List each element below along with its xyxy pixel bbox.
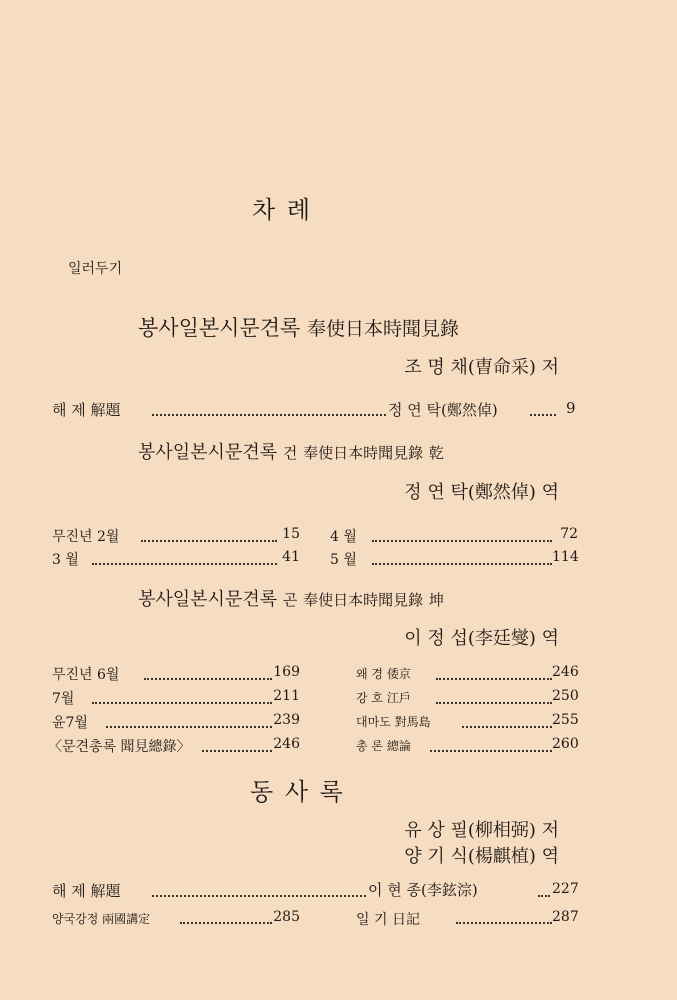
- toc-entry-label[interactable]: 일 기 日記: [356, 912, 420, 928]
- toc-entry-page: 250: [552, 688, 579, 704]
- leader-dots: [436, 702, 552, 704]
- toc-entry-label[interactable]: 5 월: [330, 552, 357, 568]
- leader-dots: [538, 895, 550, 897]
- section1-intro-page: 9: [566, 399, 576, 417]
- vol2-title-hanja: 奉使日本時聞見錄: [303, 591, 424, 609]
- toc-entry-page: 285: [273, 909, 300, 925]
- leader-dots: [141, 540, 277, 542]
- toc-entry-label[interactable]: 7월: [52, 691, 75, 707]
- section2-translator: 양 기 식(楊麒植) 역: [404, 846, 559, 867]
- section2-intro-author: 이 현 종(李鉉淙): [368, 881, 478, 899]
- toc-entry-page: 287: [552, 909, 579, 925]
- leader-dots: [152, 414, 386, 416]
- toc-entry-page: 41: [282, 549, 300, 565]
- section2-intro-page: 227: [552, 881, 579, 897]
- toc-entry-label[interactable]: 총 론 總論: [356, 739, 411, 753]
- toc-entry-page: 260: [552, 736, 579, 752]
- leader-dots: [202, 750, 272, 752]
- leader-dots: [456, 922, 552, 924]
- toc-entry-page: 169: [273, 664, 300, 680]
- section1-title-ko: 봉사일본시문견록: [138, 316, 301, 340]
- leader-dots: [92, 702, 272, 704]
- leader-dots: [92, 563, 277, 565]
- leader-dots: [372, 540, 552, 542]
- toc-entry-label[interactable]: 양국강정 兩國講定: [52, 912, 151, 926]
- toc-entry-page: 255: [552, 712, 579, 728]
- section1-title-hanja: 奉使日本時聞見錄: [306, 318, 459, 340]
- toc-entry-label[interactable]: 무진년 2월: [52, 529, 120, 545]
- toc-entry-label[interactable]: 대마도 對馬島: [356, 715, 431, 729]
- section1-intro-author: 정 연 탁(鄭然倬): [388, 401, 498, 419]
- section2-title[interactable]: 동 사 록: [250, 778, 345, 806]
- toc-entry-page: 246: [552, 664, 579, 680]
- vol2-title-ko: 봉사일본시문견록: [138, 589, 278, 610]
- section1-title[interactable]: [138, 312, 459, 342]
- page-title-text: 차 례: [252, 196, 312, 224]
- toc-entry-label[interactable]: 3 월: [52, 552, 79, 568]
- toc-entry-label[interactable]: 강 호 江戶: [356, 691, 411, 705]
- vol1-char: 乾: [428, 444, 444, 462]
- toc-entry-page: 114: [552, 549, 579, 565]
- section2-intro-label[interactable]: 해 제 解題: [52, 882, 121, 900]
- vol1-title[interactable]: [138, 438, 444, 464]
- toc-entry-page: 211: [273, 688, 300, 704]
- toc-entry-label[interactable]: 4 월: [330, 529, 357, 545]
- toc-entry-label[interactable]: 〈문견총록 聞見總錄〉: [48, 739, 191, 755]
- vol1-title-ko: 봉사일본시문견록: [138, 442, 278, 463]
- toc-entry-label[interactable]: 윤7월: [52, 715, 88, 731]
- vol1-title-hanja: 奉使日本時聞見錄: [303, 444, 424, 462]
- leader-dots: [530, 414, 556, 416]
- leader-dots: [462, 726, 552, 728]
- vol2-title[interactable]: [138, 585, 444, 611]
- section2-author: 유 상 필(柳相弼) 저: [404, 820, 559, 841]
- leader-dots: [180, 922, 272, 924]
- toc-entry-page: 246: [273, 736, 300, 752]
- vol2-char: 坤: [428, 591, 444, 609]
- toc-entry-page: 239: [273, 712, 300, 728]
- preface-link[interactable]: 일러두기: [68, 261, 123, 277]
- page-title: [252, 190, 312, 225]
- leader-dots: [372, 563, 552, 565]
- vol1-translator: 정 연 탁(鄭然倬) 역: [404, 482, 559, 503]
- toc-entry-label[interactable]: 무진년 6월: [52, 667, 120, 683]
- toc-entry-page: 15: [282, 526, 300, 542]
- leader-dots: [152, 895, 366, 897]
- vol2-sub: 곤: [282, 591, 298, 609]
- toc-entry-page: 72: [560, 526, 578, 542]
- leader-dots: [430, 750, 552, 752]
- section1-intro-label[interactable]: 해 제 解題: [52, 401, 121, 419]
- section1-author: 조 명 채(曺命采) 저: [404, 357, 559, 378]
- vol2-translator: 이 정 섭(李廷燮) 역: [404, 628, 559, 649]
- leader-dots: [106, 726, 272, 728]
- toc-entry-label[interactable]: 왜 경 倭京: [356, 667, 411, 681]
- vol1-sub: 건: [282, 444, 298, 462]
- leader-dots: [144, 678, 272, 680]
- leader-dots: [436, 678, 552, 680]
